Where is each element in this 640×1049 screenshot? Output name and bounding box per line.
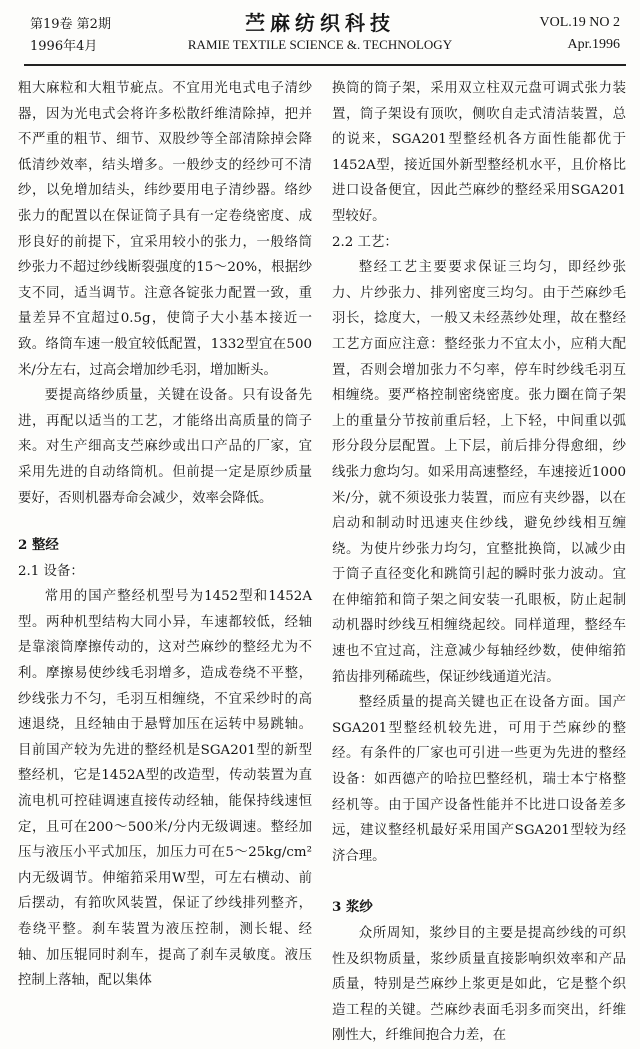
date-en: Apr.1996 — [567, 37, 620, 52]
paragraph-sizing-intro: 众所周知，浆纱目的主要是提高纱线的可织性及织物质量，浆纱质量直接影响织效率和产品质量，特别是苎麻纱上浆更是如此，它是整个织造工程的关键。苎麻纱表面毛羽多而突出，纤维刚性大，纤维间抱合力差，在 — [332, 926, 626, 1044]
section-gap — [18, 511, 312, 533]
date-cn: 1996年4月 — [30, 39, 98, 54]
subsection-heading-equipment: 2.1 设备： — [18, 563, 84, 579]
header-right — [540, 12, 621, 56]
right-column — [332, 76, 626, 1049]
subsection-heading-process: 2.2 工艺： — [332, 234, 398, 250]
journal-title-cn: 苎麻纺织科技 — [245, 11, 395, 35]
left-column — [18, 76, 312, 994]
paragraph-warping-quality: 整经质量的提高关键也正在设备方面。国产SGA201型整经机较先进，可用于苎麻纱的整经。有条件的厂家也可引进一些更为先进的整经设备：如西德产的哈拉巴整经机，瑞士本宁格整经机等。由于国产设备性能并不比进口设备差多远，建议整经机最好采用国产SGA201型较为经济合理。 — [332, 695, 626, 864]
section-heading-sizing: 3 浆纱 — [332, 899, 373, 916]
section-gap — [332, 869, 626, 895]
paragraph-warping-process: 整经工艺主要要求保证三均匀，即经纱张力、片纱张力、排列密度三均匀。由于苎麻纱毛羽长，捻度大，一般又未经蒸纱处理，故在整经工艺方面应注意：整经张力不宜太小，应稍大配置，否则会增加张力不匀率，停车时纱线毛羽互相缠绕。要严格控制密绕密度。张力圈在筒子架上的重量分节按前重后轻，上下轻，中间重以弧形分段分层配置。上下层，前后排分得愈细，纱线张力愈均匀。如采用高速整经，车速接近1000米/分，就不须设张力装置，而应有夹纱器，以在启动和制动时迅速夹住纱线，避免纱线相互缠绕。为使片纱张力均匀，宜整批换筒，以减少由于筒子直径变化和跳筒引起的瞬时张力波动。宜在伸缩筘和筒子架之间安装一孔眼板，防止起制动机器时纱线互相缠绕起绞。同样道理，整经车速也不宜过高，注意减少每轴经纱数，使伸缩筘筘齿排列稀疏些，保证纱线通道光洁。 — [332, 260, 626, 685]
section-heading-warping: 2 整经 — [18, 537, 59, 554]
header-left — [30, 14, 111, 58]
header-rule — [24, 64, 626, 66]
paragraph-winding-equipment: 要提高络纱质量，关键在设备。只有设备先进，再配以适当的工艺，才能络出高质量的筒子来。对生产细高支苎麻纱或出口产品的厂家，宜采用先进的自动络筒机。但前提一定是原纱质量要好，否则机器寿命会减少，效率会降低。 — [18, 388, 312, 506]
journal-title-en: RAMIE TEXTILE SCIENCE &. TECHNOLOGY — [187, 37, 453, 52]
volume-issue-cn: 第19卷 第2期 — [30, 17, 111, 32]
paragraph-creel-continued: 换筒的筒子架，采用双立柱双元盘可调式张力装置，筒子架设有顶吹，侧吹自走式清洁装置，总的说来，SGA201型整经机各方面性能都优于1452A型，接近国外新型整经机水平，且价格比进口设备便宜，因此苎麻纱的整经采用SGA201型较好。 — [332, 81, 626, 224]
page-header — [0, 0, 640, 66]
journal-title-block — [150, 10, 490, 54]
paragraph-winding-tension: 粗大麻粒和大粗节疵点。不宜用光电式电子清纱器，因为光电式会将许多松散纤维清除掉，把并不严重的粗节、细节、双股纱等全部清除掉会降低清纱效率，结头增多。一般纱支的经纱可不清纱，以免增加结头，纬纱要用电子清纱器。络纱张力的配置以在保证筒子具有一定卷绕密度、成形良好的前提下，宜采用较小的张力，一般络筒纱张力不超过纱线断裂强度的15～20%，根据纱支不同，适当调节。注意各锭张力配置一致，重量差异不宜超过0.5g，使筒子大小基本接近一致。络筒车速一般宜较低配置，1332型宜在500米/分左右，过高会增加纱毛羽，增加断头。 — [18, 81, 312, 378]
paragraph-warping-machines: 常用的国产整经机型号为1452型和1452A型。两种机型结构大同小异，车速都较低，经轴是靠滚筒摩擦传动的，这对苎麻纱的整经尤为不利。摩擦易使纱线毛羽增多，造成卷绕不平整，纱线张力不匀，毛羽互相缠绕，不宜采纱时的高速退绕，且经轴由于悬臂加压在运转中易跳轴。目前国产较为先进的整经机是SGA201型的新型整经机，它是1452A型的改造型，传动装置为直流电机可控硅调速直接传动经轴，能保持线速恒定，且可在200～500米/分内无级调速。整经加压与液压小平式加压，加压力可在5～25kg/cm² 内无级调节。伸缩筘采用W型，可左右横动、前后摆动，有筘吹风装置，保证了纱线排列整齐，卷绕平整。刹车装置为液压控制，测长辊、经轴、加压辊同时刹车，提高了刹车灵敏度。液压控制上落轴，配以集体 — [18, 589, 312, 989]
volume-issue-en: VOL.19 NO 2 — [539, 15, 620, 30]
